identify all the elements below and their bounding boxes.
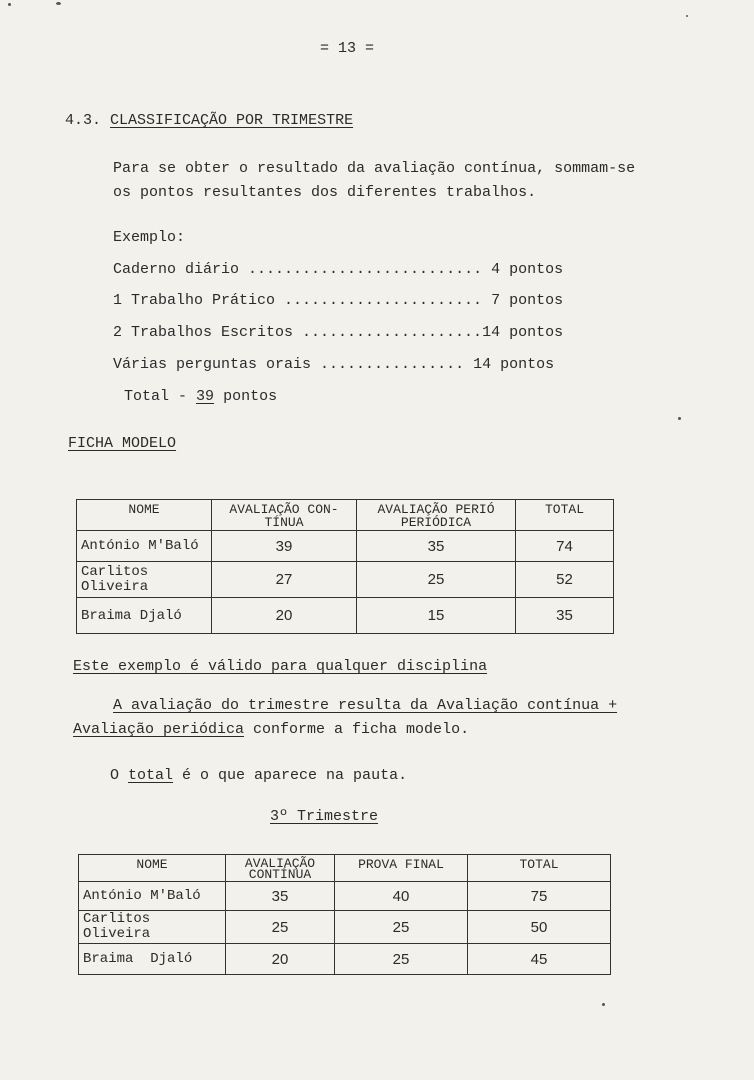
table-header-row [77, 500, 614, 531]
trimester-table [78, 854, 611, 975]
section-number: 4.3. [65, 112, 102, 129]
table-cell: António M'Baló [79, 882, 226, 911]
paragraph-2-line-2: Avaliação periódica conforme a ficha modelo. [73, 721, 470, 738]
table-row [79, 882, 611, 911]
section-heading [65, 112, 353, 129]
table-row [77, 531, 614, 562]
intro-line-1: Para se obter o resultado da avaliação contínua, sommam-se [113, 160, 636, 177]
table-cell: 20 [226, 944, 335, 975]
ficha-modelo-table [76, 499, 614, 634]
table-cell: 52 [516, 562, 614, 598]
table-cell: 50 [468, 911, 611, 944]
table-cell: Carlitos Oliveira [79, 911, 226, 944]
speck [602, 1003, 605, 1006]
table-row [79, 944, 611, 975]
table-row [79, 911, 611, 944]
paragraph-3: O total é o que aparece na pauta. [110, 767, 408, 784]
table-row [77, 562, 614, 598]
example-label: Exemplo: [113, 229, 186, 246]
table-row [77, 598, 614, 634]
ficha-modelo-heading: FICHA MODELO [68, 435, 177, 452]
example-note: Este exemplo é válido para qualquer disciplina [73, 658, 488, 675]
table-cell: 40 [335, 882, 468, 911]
column-header: PROVA FINAL [335, 855, 468, 882]
table-cell: 35 [226, 882, 335, 911]
column-header: NOME [79, 855, 226, 882]
example-item: Caderno diário .......................... 4 pontos [113, 261, 564, 278]
example-item: 1 Trabalho Prático ...................... 7 pontos [113, 292, 564, 309]
example-item: 2 Trabalhos Escritos ....................14 pontos [113, 324, 564, 341]
table-cell: 74 [516, 531, 614, 562]
table-cell: Carlitos Oliveira [77, 562, 212, 598]
column-header: AVALIAÇÃO CONTÍNUA [226, 855, 335, 882]
column-header: AVALIAÇÃO PERIÓ PERIÓDICA [357, 500, 516, 531]
column-header: AVALIAÇÃO CON- TÍNUA [212, 500, 357, 531]
table-cell: 35 [357, 531, 516, 562]
table-cell: Braima Djaló [77, 598, 212, 634]
column-header: NOME [77, 500, 212, 531]
table-cell: 25 [226, 911, 335, 944]
table-cell: 25 [357, 562, 516, 598]
table-cell: Braima Djaló [79, 944, 226, 975]
column-header: TOTAL [516, 500, 614, 531]
intro-line-2: os pontos resultantes dos diferentes trabalhos. [113, 184, 537, 201]
table-cell: 75 [468, 882, 611, 911]
table-cell: 15 [357, 598, 516, 634]
paragraph-2-line-1: A avaliação do trimestre resulta da Avaliação contínua + [113, 697, 618, 714]
speck [8, 3, 11, 6]
table-cell: 20 [212, 598, 357, 634]
example-item: Várias perguntas orais ................ 14 pontos [113, 356, 555, 373]
page-number: = 13 = [320, 40, 375, 57]
table-header-row [79, 855, 611, 882]
speck [56, 2, 61, 5]
column-header: TOTAL [468, 855, 611, 882]
table-cell: 45 [468, 944, 611, 975]
section-title: CLASSIFICAÇÃO POR TRIMESTRE [110, 112, 354, 129]
table-cell: 27 [212, 562, 357, 598]
speck [678, 417, 681, 420]
table-cell: 35 [516, 598, 614, 634]
speck [686, 15, 688, 17]
example-total: Total - 39 pontos [124, 388, 278, 405]
table-cell: António M'Baló [77, 531, 212, 562]
trimester-heading: 3º Trimestre [270, 808, 379, 825]
table-cell: 39 [212, 531, 357, 562]
table-cell: 25 [335, 911, 468, 944]
table-cell: 25 [335, 944, 468, 975]
